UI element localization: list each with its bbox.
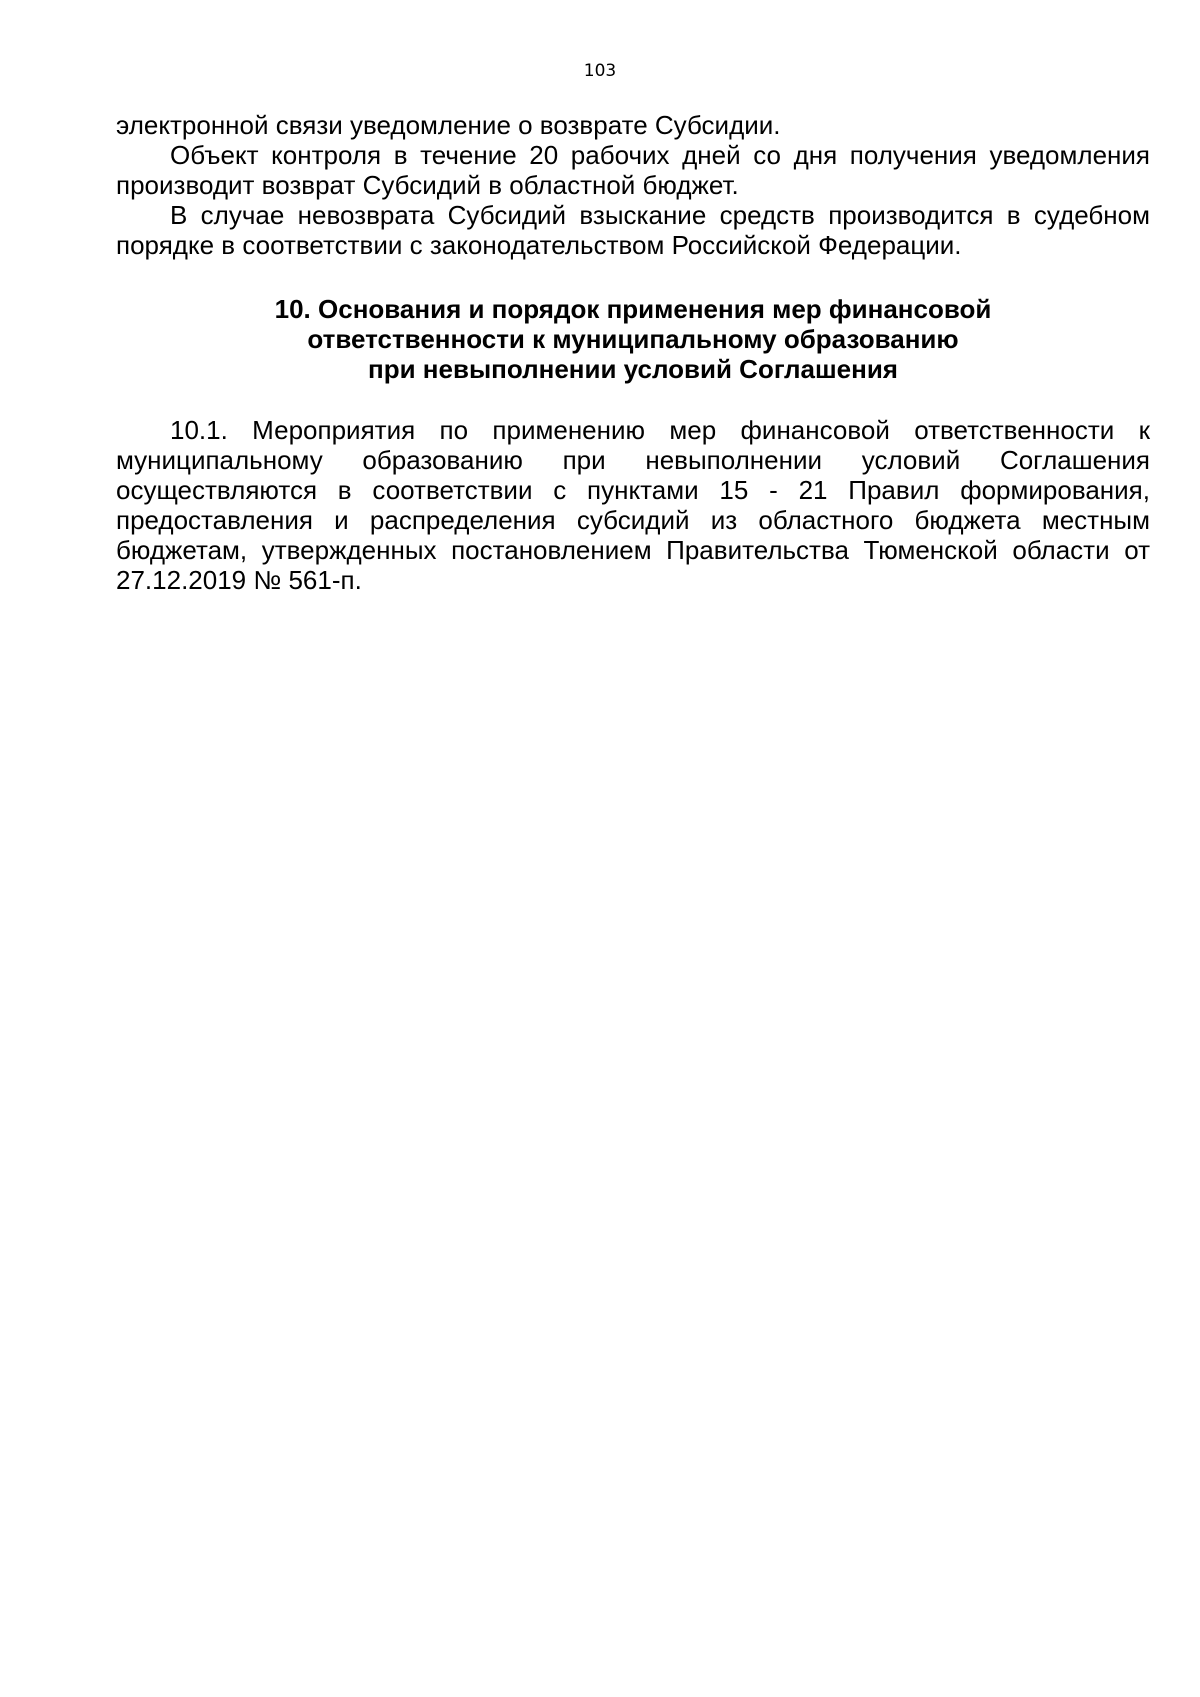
section-10-heading (116, 294, 1150, 384)
paragraph-court-recovery: В случае невозврата Субсидий взыскание средств производится в судебном порядке в соответствии с законодательством Российской Федерации. (116, 200, 1150, 260)
paragraph-refund-deadline: Объект контроля в течение 20 рабочих дней со дня получения уведомления производит возврат Субсидий в областной бюджет. (116, 140, 1150, 200)
section-heading-line: ответственности к муниципальному образованию (307, 324, 959, 354)
section-heading-line: 10. Основания и порядок применения мер финансовой (274, 294, 992, 324)
section-10-text-block (116, 415, 1150, 595)
intro-text-block (116, 110, 1150, 260)
paragraph-notice-continuation: электронной связи уведомление о возврате Субсидии. (116, 110, 781, 140)
page-number: 103 (583, 61, 617, 81)
section-heading-line: при невыполнении условий Соглашения (368, 354, 898, 384)
paragraph-10-1: 10.1. Мероприятия по применению мер финансовой ответственности к муниципальному образованию при невыполнении условий Соглашения осуществляются в соответствии с пунктами 15 - 21 Правил формирования, предоставления и распределения субсидий из областного бюджета местным бюджетам, утвержденных постановлением Правительства Тюменской области от 27.12.2019 № 561-п. (116, 415, 1150, 595)
